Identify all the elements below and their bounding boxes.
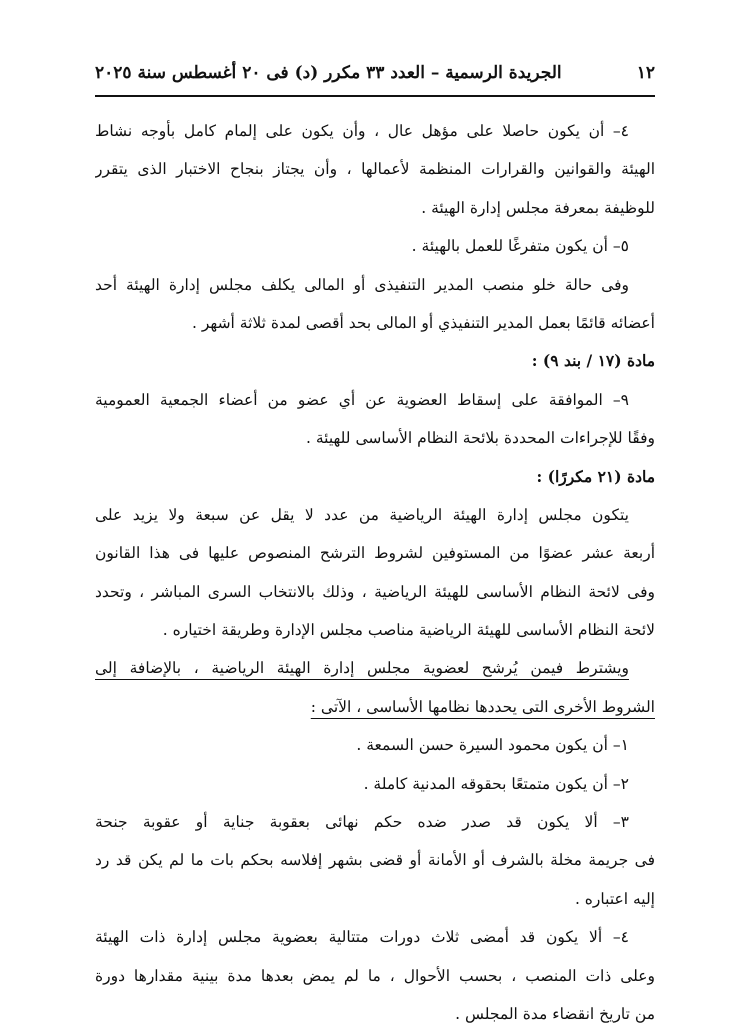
article-heading: مادة (١٧ / بند ٩) : [531, 351, 655, 371]
text-line: الهيئة والقوانين والقرارات المنظمة لأعمالها ، وأن يجتاز بنجاح الاختبار الذى يتقرر [95, 160, 655, 179]
text-line: وفى لائحة النظام الأساسى للهيئة الرياضية ، وذلك بالانتخاب السرى المباشر ، وتحدد [95, 582, 655, 601]
article-heading: مادة (٢١ مكررًا) : [536, 466, 655, 486]
header-divider [95, 95, 655, 97]
text-line: وفى حالة خلو منصب المدير التنفيذى أو المالى يكلف مجلس إدارة الهيئة أحد [95, 275, 629, 294]
text-line: ٢– أن يكون متمتعًا بحقوقه المدنية كاملة . [363, 774, 629, 793]
text-line: إليه اعتباره . [574, 889, 655, 908]
text-line: ٤– ألا يكون قد أمضى ثلاث دورات متتالية بعضوية مجلس إدارة ذات الهيئة [95, 928, 629, 947]
page-header [95, 58, 655, 88]
text-line: من تاريخ انقضاء مدة المجلس . [455, 1004, 655, 1023]
text-line: ٥– أن يكون متفرغًا للعمل بالهيئة . [411, 237, 629, 256]
text-line: للوظيفة بمعرفة مجلس إدارة الهيئة . [421, 198, 655, 217]
text-line: أعضائه قائمًا بعمل المدير التنفيذي أو المالى بحد أقصى لمدة ثلاثة أشهر . [192, 313, 655, 332]
underlined-line: ويشترط فيمن يُرشح لعضوية مجلس إدارة الهيئة الرياضية ، بالإضافة إلى [95, 659, 629, 678]
page-number: ١٢ [636, 63, 655, 83]
running-title: الجريدة الرسمية – العدد ٣٣ مكرر (د) فى ٢٠ أغسطس سنة ٢٠٢٥ [95, 63, 562, 83]
text-line: أربعة عشر عضوًا من المستوفين لشروط الترشح المنصوص عليها فى هذا القانون [95, 544, 655, 563]
text-line: فى جريمة مخلة بالشرف أو الأمانة أو قضى بشهر إفلاسه بحكم بات ما لم يكن قد رد [95, 851, 655, 870]
text-line: لائحة النظام الأساسى للهيئة الرياضية مناصب مجلس الإدارة وطريقة اختياره . [162, 621, 655, 640]
text-line: ٩– الموافقة على إسقاط العضوية عن أي عضو من أعضاء الجمعية العمومية [95, 390, 629, 409]
underlined-line: الشروط الأخرى التى يحددها نظامها الأساسى ، الآتى : [310, 697, 655, 716]
text-line: يتكون مجلس إدارة الهيئة الرياضية من عدد لا يقل عن سبعة ولا يزيد على [95, 505, 629, 524]
text-line: ٤– أن يكون حاصلا على مؤهل عال ، وأن يكون على إلمام كامل بأوجه نشاط [95, 122, 629, 140]
text-line: وفقًا للإجراءات المحددة بلائحة النظام الأساسى للهيئة . [306, 429, 655, 448]
text-line: ١– أن يكون محمود السيرة حسن السمعة . [356, 736, 629, 755]
document-body [95, 112, 655, 1033]
text-line: وعلى ذات المنصب ، بحسب الأحوال ، ما لم يمض بعدها مدة بينية مقدارها دورة [95, 966, 655, 985]
text-line: ٣– ألا يكون قد صدر ضده حكم نهائى بعقوبة جناية أو عقوبة جنحة [95, 813, 629, 832]
